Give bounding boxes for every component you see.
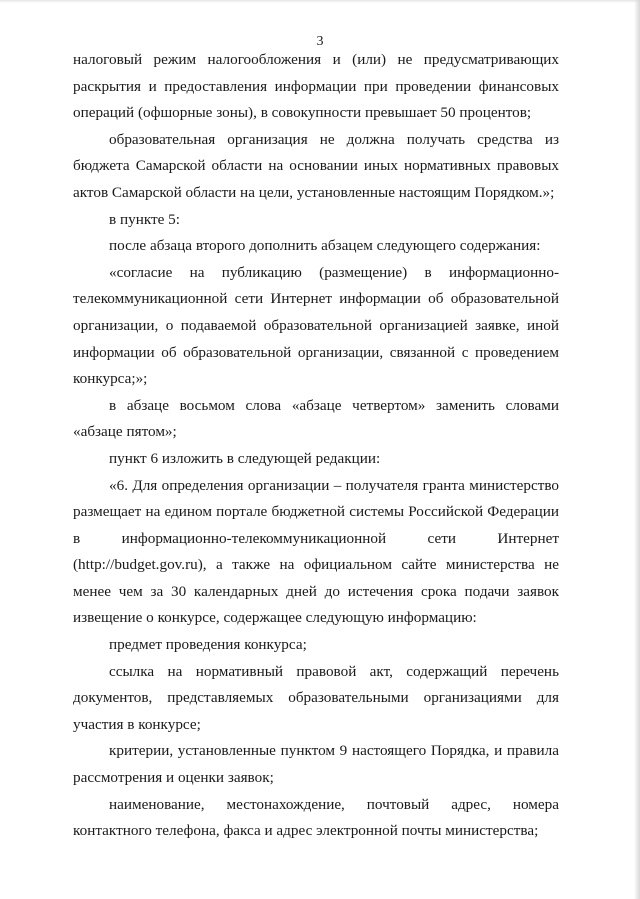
page-number: 3 [316,34,324,49]
paragraph-publication-consent: «согласие на публикацию (размещение) в информационно-телекоммуникационной сети Интернет информации об образовательной организации, о подаваемой образовательной организацией заявке, иной информации об образовательной организации, связанной с проведением конкурса;»; [73,263,559,388]
paragraph-point-6-intro: пункт 6 изложить в следующей редакции: [109,449,381,467]
document-body [73,47,559,845]
paragraph-point-6-text: «6. Для определения организации – получателя гранта министерство размещает на едином портале бюджетной системы Российской Федерации в информационно-телекоммуникационной сети Интернет (http://budget.gov.ru), а также на официальном сайте министерства не менее чем за 30 календарных дней до истечения срока подачи заявок извещение о конкурсе, содержащее следующую информацию: [73,476,559,627]
paragraph-offshore-continuation: налоговый режим налогообложения и (или) не предусматривающих раскрытия и предоставления информации при проведении финансовых операций (офшорные зоны), в совокупности превышает 50 процентов; [73,51,559,122]
paragraph-legal-act-link: ссылка на нормативный правовой акт, содержащий перечень документов, представляемых образовательными организациями для участия в конкурсе; [73,662,559,733]
paragraph-point-5-intro: в пункте 5: [109,210,180,228]
paragraph-no-other-funds: образовательная организация не должна получать средства из бюджета Самарской области на основании иных нормативных правовых актов Самарской области на цели, установленные настоящим Порядком.»; [73,130,559,201]
paragraph-criteria: критерии, установленные пунктом 9 настоящего Порядка, и правила рассмотрения и оценки заявок; [73,742,559,787]
paragraph-eighth-subparagraph: в абзаце восьмом слова «абзаце четвертом» заменить словами «абзаце пятом»; [73,396,559,441]
paragraph-ministry-contacts: наименование, местонахождение, почтовый адрес, номера контактного телефона, факса и адрес электронной почты министерства; [73,795,559,840]
paragraph-add-after-second: после абзаца второго дополнить абзацем следующего содержания: [109,237,541,255]
scan-right-edge [634,0,640,899]
paragraph-contest-subject: предмет проведения конкурса; [109,636,307,654]
scan-top-edge [0,0,640,3]
